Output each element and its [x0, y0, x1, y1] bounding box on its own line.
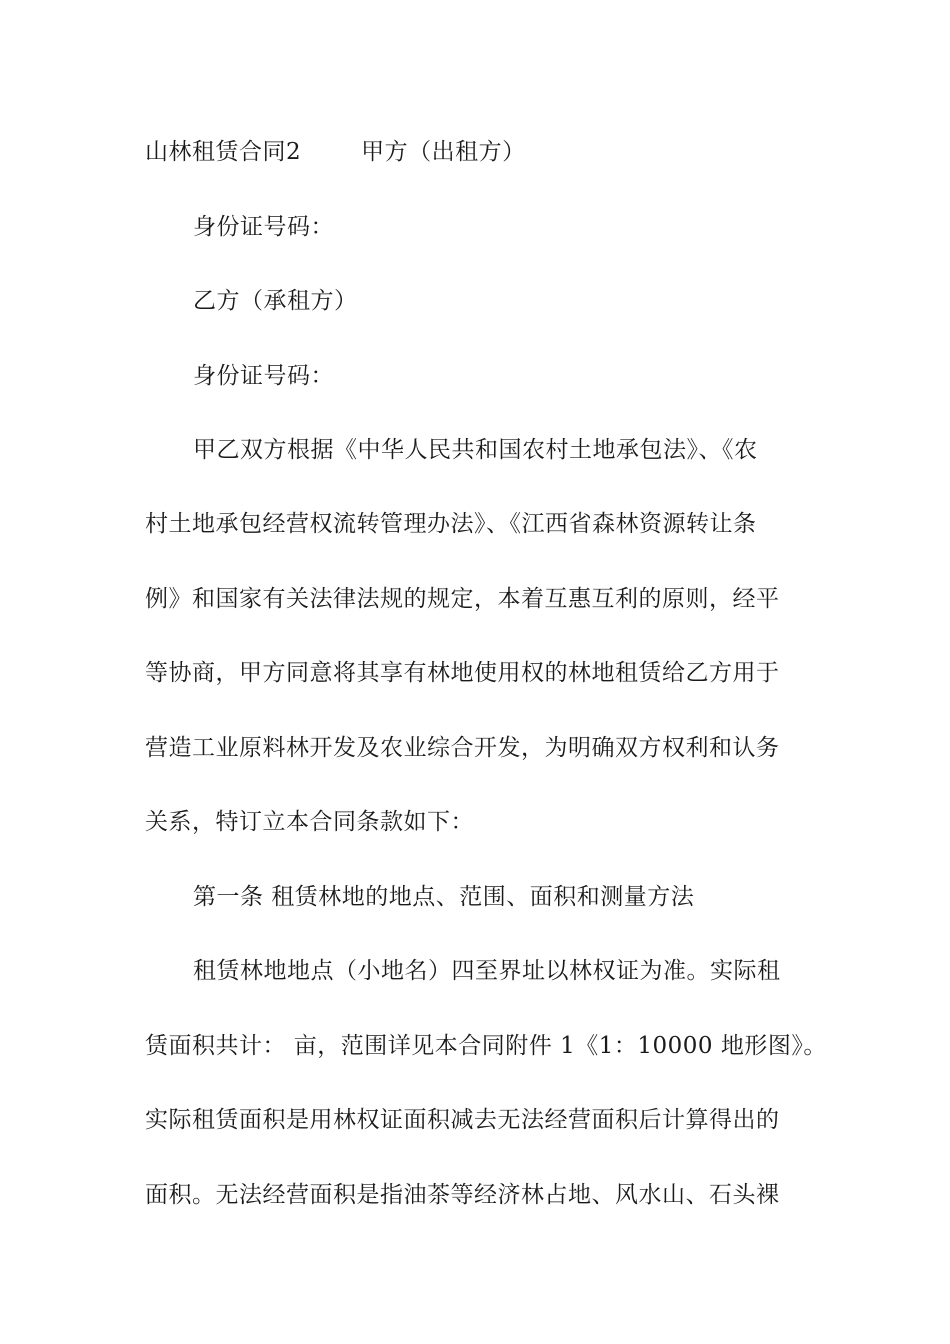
paragraph-line: 赁面积共计： 亩，范围详见本合同附件 1《1：10000 地形图》。	[145, 1033, 827, 1059]
paragraph-line: 营造工业原料林开发及农业综合开发，为明确双方权利和认务	[145, 735, 780, 761]
party-b-id-label: 身份证号码：	[193, 363, 334, 389]
paragraph-line: 租赁林地地点（小地名）四至界址以林权证为准。实际租	[193, 958, 781, 984]
paragraph-line: 等协商，甲方同意将其享有林地使用权的林地租赁给乙方用于	[145, 660, 780, 686]
paragraph-line: 面积。无法经营面积是指油茶等经济林占地、风水山、石头裸	[145, 1182, 780, 1208]
party-a-label: 甲方（出租方）	[361, 139, 526, 165]
party-a-id-label: 身份证号码：	[193, 214, 334, 240]
article-heading: 第一条 租赁林地的地点、范围、面积和测量方法	[193, 884, 695, 910]
document-title: 山林租赁合同2	[145, 139, 302, 165]
paragraph-line: 实际租赁面积是用林权证面积减去无法经营面积后计算得出的	[145, 1107, 780, 1133]
title-line	[145, 137, 526, 167]
paragraph-line: 甲乙双方根据《中华人民共和国农村土地承包法》、《农	[193, 437, 758, 463]
paragraph-line: 例》和国家有关法律法规的规定，本着互惠互利的原则，经平	[145, 586, 780, 612]
party-b-label: 乙方（承租方）	[193, 288, 358, 314]
paragraph-line: 村土地承包经营权流转管理办法》、《江西省森林资源转让条	[145, 511, 757, 537]
paragraph-line: 关系，特订立本合同条款如下：	[145, 809, 474, 835]
